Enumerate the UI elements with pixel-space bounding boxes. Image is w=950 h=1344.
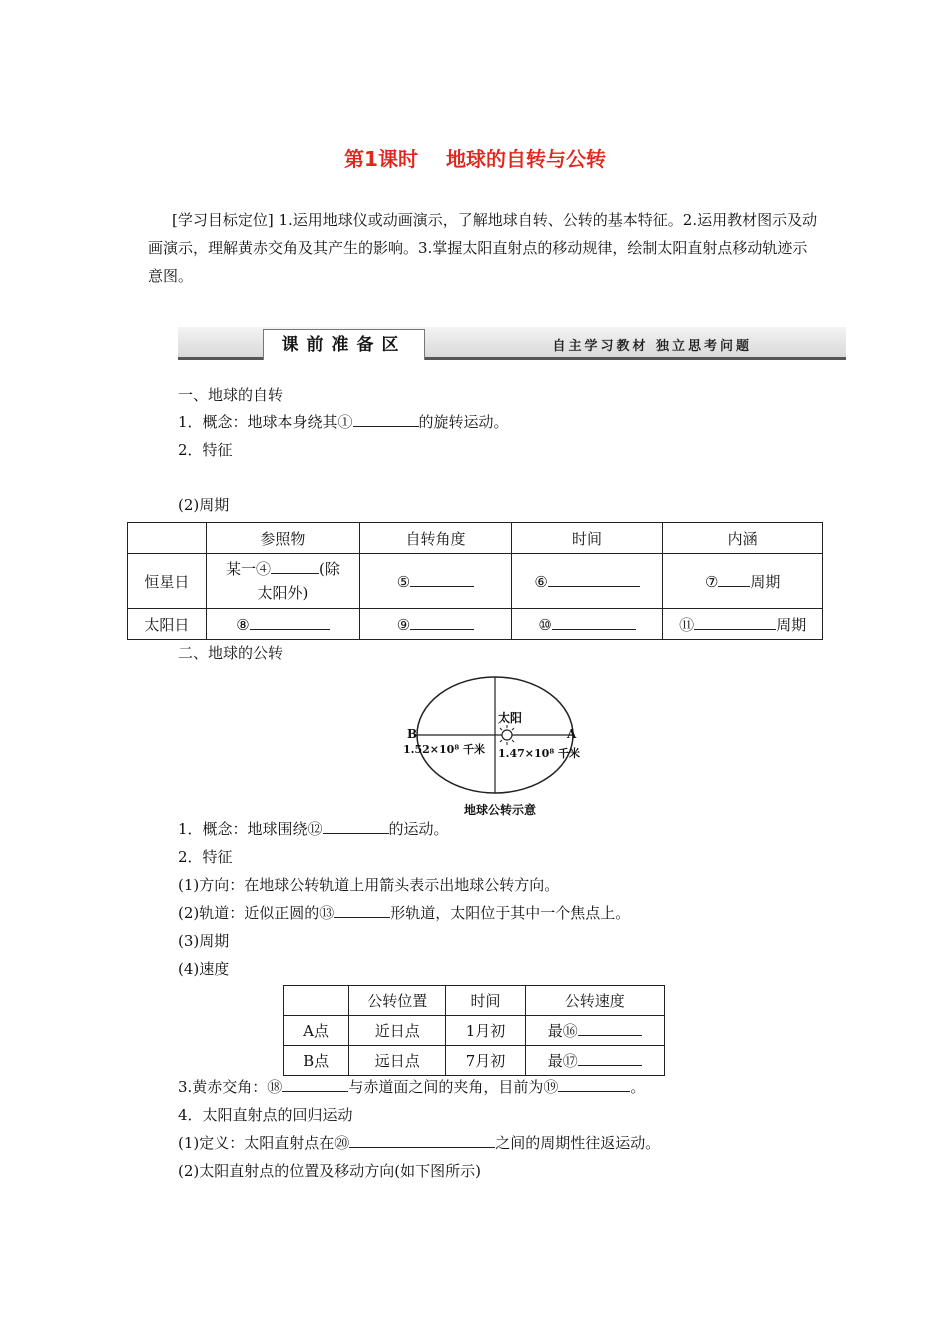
blank-4[interactable] <box>271 559 319 574</box>
blank-5[interactable] <box>410 572 474 587</box>
rotation-period: (2)周期 <box>178 496 230 514</box>
subsolar-definition: (1)定义：太阳直射点在⑳ 之间的周期性往返运动。 <box>178 1134 661 1152</box>
section-banner <box>178 327 846 363</box>
subsolar-position: (2)太阳直射点的位置及移动方向(如下图所示) <box>178 1162 481 1180</box>
blank-11[interactable] <box>694 615 776 630</box>
subsolar-motion: 4．太阳直射点的回归运动 <box>178 1106 353 1124</box>
blank-10[interactable] <box>552 615 636 630</box>
revolution-orbit: (2)轨道：近似正圆的⑬ 形轨道，太阳位于其中一个焦点上。 <box>178 904 631 922</box>
revolution-period: (3)周期 <box>178 932 230 950</box>
rotation-concept: 1．概念：地球本身绕其① 的旋转运动。 <box>178 413 509 431</box>
blank-19[interactable] <box>558 1077 630 1092</box>
blank-12[interactable] <box>323 819 389 834</box>
sun-icon <box>502 730 512 740</box>
rotation-feature: 2．特征 <box>178 441 233 459</box>
banner-tab: 课前准备区 <box>263 329 425 360</box>
point-b-label: B <box>407 727 418 741</box>
lesson-number: 第1课时 <box>344 147 418 171</box>
distance-b: 1.52×10⁸ 千米 <box>403 743 485 756</box>
table-row: 太阳日 ⑧ ⑨ ⑩ ⑪ 周期 <box>128 609 823 640</box>
revolution-feature: 2．特征 <box>178 848 233 866</box>
blank-18[interactable] <box>282 1077 348 1092</box>
point-a-label: A <box>567 727 577 741</box>
diagram-caption: 地球公转示意 <box>463 803 536 817</box>
section1-heading: 一、地球的自转 <box>178 386 284 404</box>
page-title <box>0 143 950 172</box>
orbit-diagram <box>395 673 605 823</box>
table-row: 恒星日 某一④ (除 太阳外) ⑤ ⑥ ⑦ 周期 <box>128 554 823 609</box>
blank-13[interactable] <box>334 903 390 918</box>
table-header-row: 公转位置 时间 公转速度 <box>284 986 665 1016</box>
table-row: B点 远日点 7月初 最⑰ <box>284 1046 665 1076</box>
distance-a: 1.47×10⁸ 千米 <box>498 747 580 760</box>
blank-17[interactable] <box>578 1051 642 1066</box>
blank-6[interactable] <box>548 572 640 587</box>
rotation-period-table <box>127 522 823 640</box>
blank-8[interactable] <box>250 615 330 630</box>
revolution-concept: 1．概念：地球围绕⑫ 的运动。 <box>178 820 449 838</box>
table-row: A点 近日点 1月初 最⑯ <box>284 1016 665 1046</box>
table-header-row: 参照物 自转角度 时间 内涵 <box>128 523 823 554</box>
sun-label: 太阳 <box>498 711 523 725</box>
lesson-title: 地球的自转与公转 <box>445 147 606 171</box>
section2-heading: 二、地球的公转 <box>178 644 284 662</box>
obliquity-line: 3.黄赤交角：⑱ 与赤道面之间的夹角，目前为⑲ 。 <box>178 1078 646 1096</box>
blank-9[interactable] <box>410 615 474 630</box>
blank-7[interactable] <box>718 572 750 587</box>
revolution-direction: (1)方向：在地球公转轨道上用箭头表示出地球公转方向。 <box>178 876 560 894</box>
learning-objectives: [学习目标定位] 1.运用地球仪或动画演示，了解地球自转、公转的基本特征。2.运用教材图示及动画演示，理解黄赤交角及其产生的影响。3.掌握太阳直射点的移动规律，绘制太阳直射点移动轨迹示意图。 <box>148 211 818 285</box>
revolution-speed: (4)速度 <box>178 960 230 978</box>
revolution-speed-table <box>283 985 665 1076</box>
blank-1[interactable] <box>353 412 419 427</box>
banner-subtitle: 自主学习教材 独立思考问题 <box>552 339 752 354</box>
blank-16[interactable] <box>578 1021 642 1036</box>
blank-20[interactable] <box>349 1133 495 1148</box>
